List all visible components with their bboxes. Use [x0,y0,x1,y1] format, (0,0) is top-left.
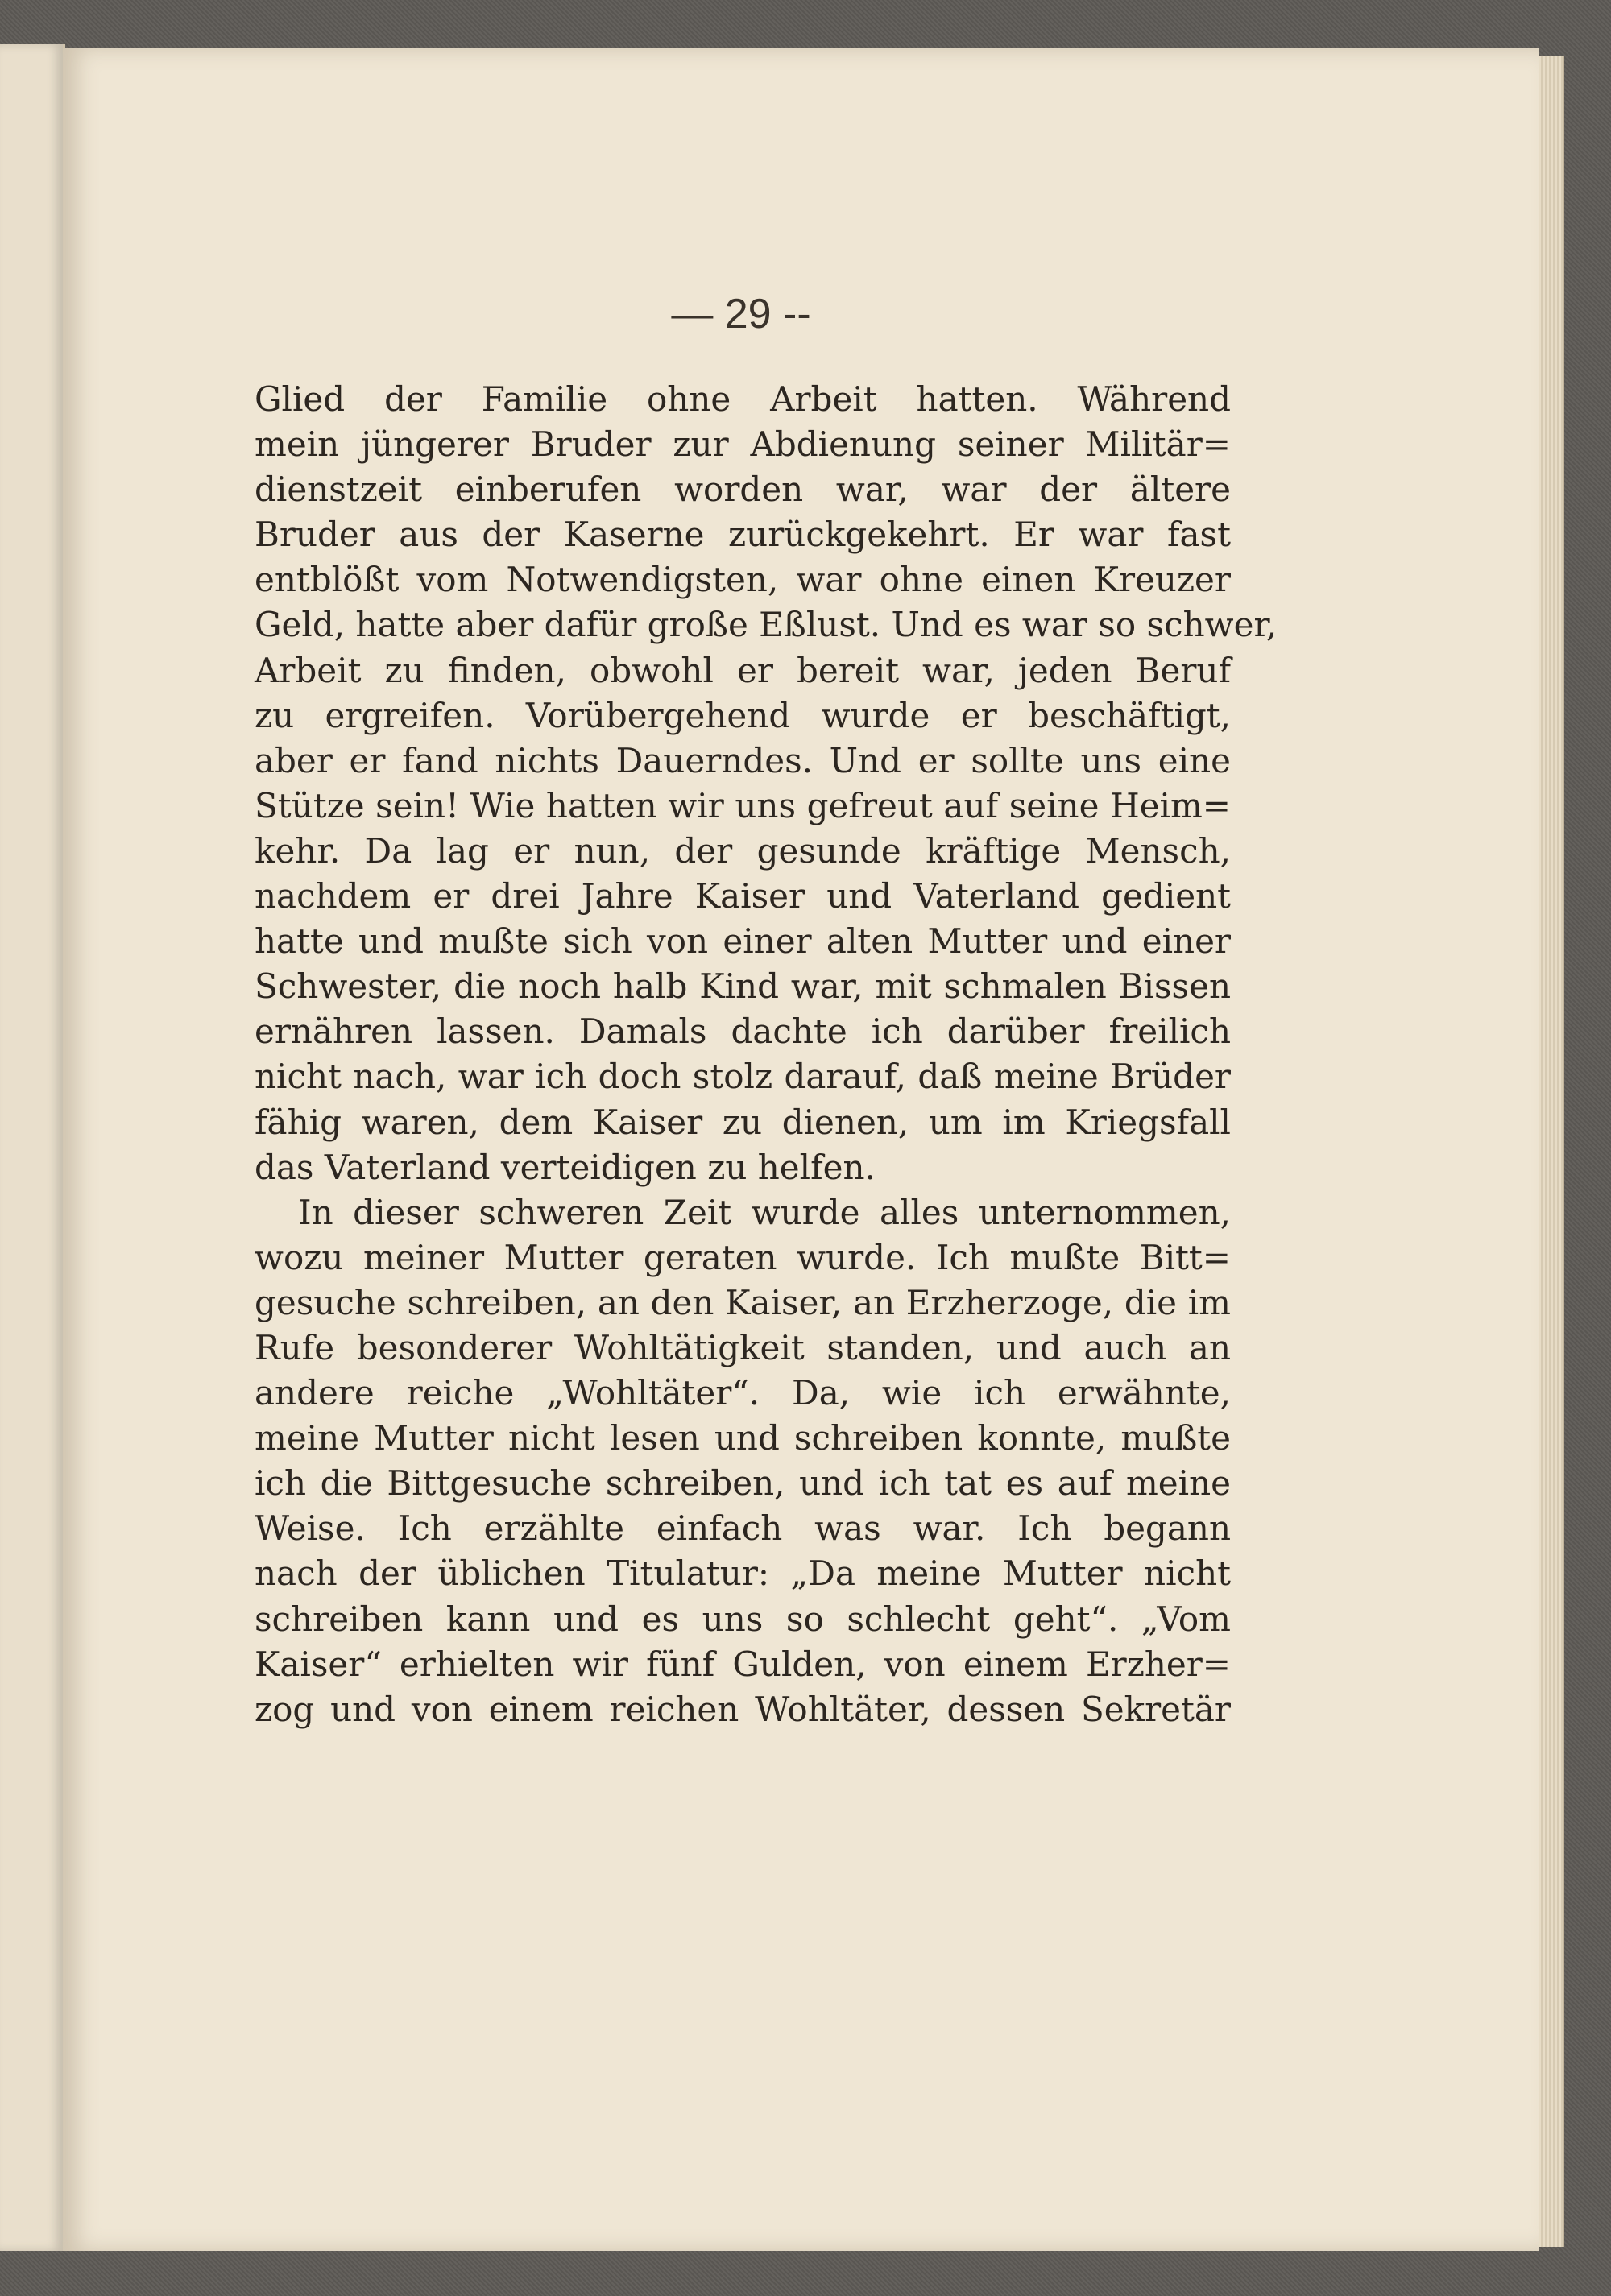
page-number: — 29 -- [671,291,811,337]
text-line: Glied der Familie ohne Arbeit hatten. Während [255,379,1231,419]
text-line: schreiben kann und es uns so schlecht geht“. „Vom [255,1599,1231,1639]
text-line: das Vaterland verteidigen zu helfen. [255,1147,876,1187]
text-line: nachdem er drei Jahre Kaiser und Vaterland gedient [255,876,1231,916]
text-line: Stütze sein! Wie hatten wir uns gefreut auf seine Heim= [255,785,1231,825]
text-line: kehr. Da lag er nun, der gesunde kräftige Mensch, [255,830,1231,871]
text-line: nach der üblichen Titulatur: „Da meine Mutter nicht [255,1553,1231,1594]
text-line: Bruder aus der Kaserne zurückgekehrt. Er war fast [255,515,1231,555]
text-line: zog und von einem reichen Wohltäter, dessen Sekretär [255,1689,1231,1729]
text-line: gesuche schreiben, an den Kaiser, an Erzherzoge, die im [255,1282,1231,1322]
text-line: dienstzeit einberufen worden war, war der ältere [255,470,1231,510]
text-line: fähig waren, dem Kaiser zu dienen, um im Kriegsfall [255,1102,1231,1142]
text-line: hatte und mußte sich von einer alten Mutter und einer [255,921,1231,962]
text-line: Geld, hatte aber dafür große Eßlust. Und es war so schwer, [255,605,1278,645]
text-line: aber er fand nichts Dauerndes. Und er sollte uns eine [255,740,1231,780]
text-line: Kaiser“ erhielten wir fünf Gulden, von einem Erzher= [255,1644,1231,1684]
text-line: andere reiche „Wohltäter“. Da, wie ich erwähnte, [255,1373,1231,1413]
text-line: zu ergreifen. Vorübergehend wurde er beschäftigt, [255,695,1231,735]
text-line: In dieser schweren Zeit wurde alles unternommen, [298,1192,1231,1232]
text-line: wozu meiner Mutter geraten wurde. Ich mußte Bitt= [255,1237,1231,1277]
text-line: Rufe besonderer Wohltätigkeit standen, und auch an [255,1327,1231,1367]
text-line: entblößt vom Notwendigsten, war ohne einen Kreuzer [255,560,1231,600]
page-stack-edges [1539,56,1564,2247]
text-line: nicht nach, war ich doch stolz darauf, daß meine Brüder [255,1057,1231,1097]
text-line: Schwester, die noch halb Kind war, mit schmalen Bissen [255,966,1231,1007]
text-line: mein jüngerer Bruder zur Abdienung seiner Militär= [255,424,1231,465]
text-line: Arbeit zu finden, obwohl er bereit war, jeden Beruf [255,650,1231,690]
facing-page-edge [0,44,65,2251]
text-line: meine Mutter nicht lesen und schreiben konnte, mußte [255,1418,1231,1458]
text-line: ich die Bittgesuche schreiben, und ich tat es auf meine [255,1463,1231,1504]
text-line: ernähren lassen. Damals dachte ich darüber freilich [255,1011,1231,1052]
text-line: Weise. Ich erzählte einfach was war. Ich begann [255,1508,1231,1549]
body-text [255,377,1278,1732]
